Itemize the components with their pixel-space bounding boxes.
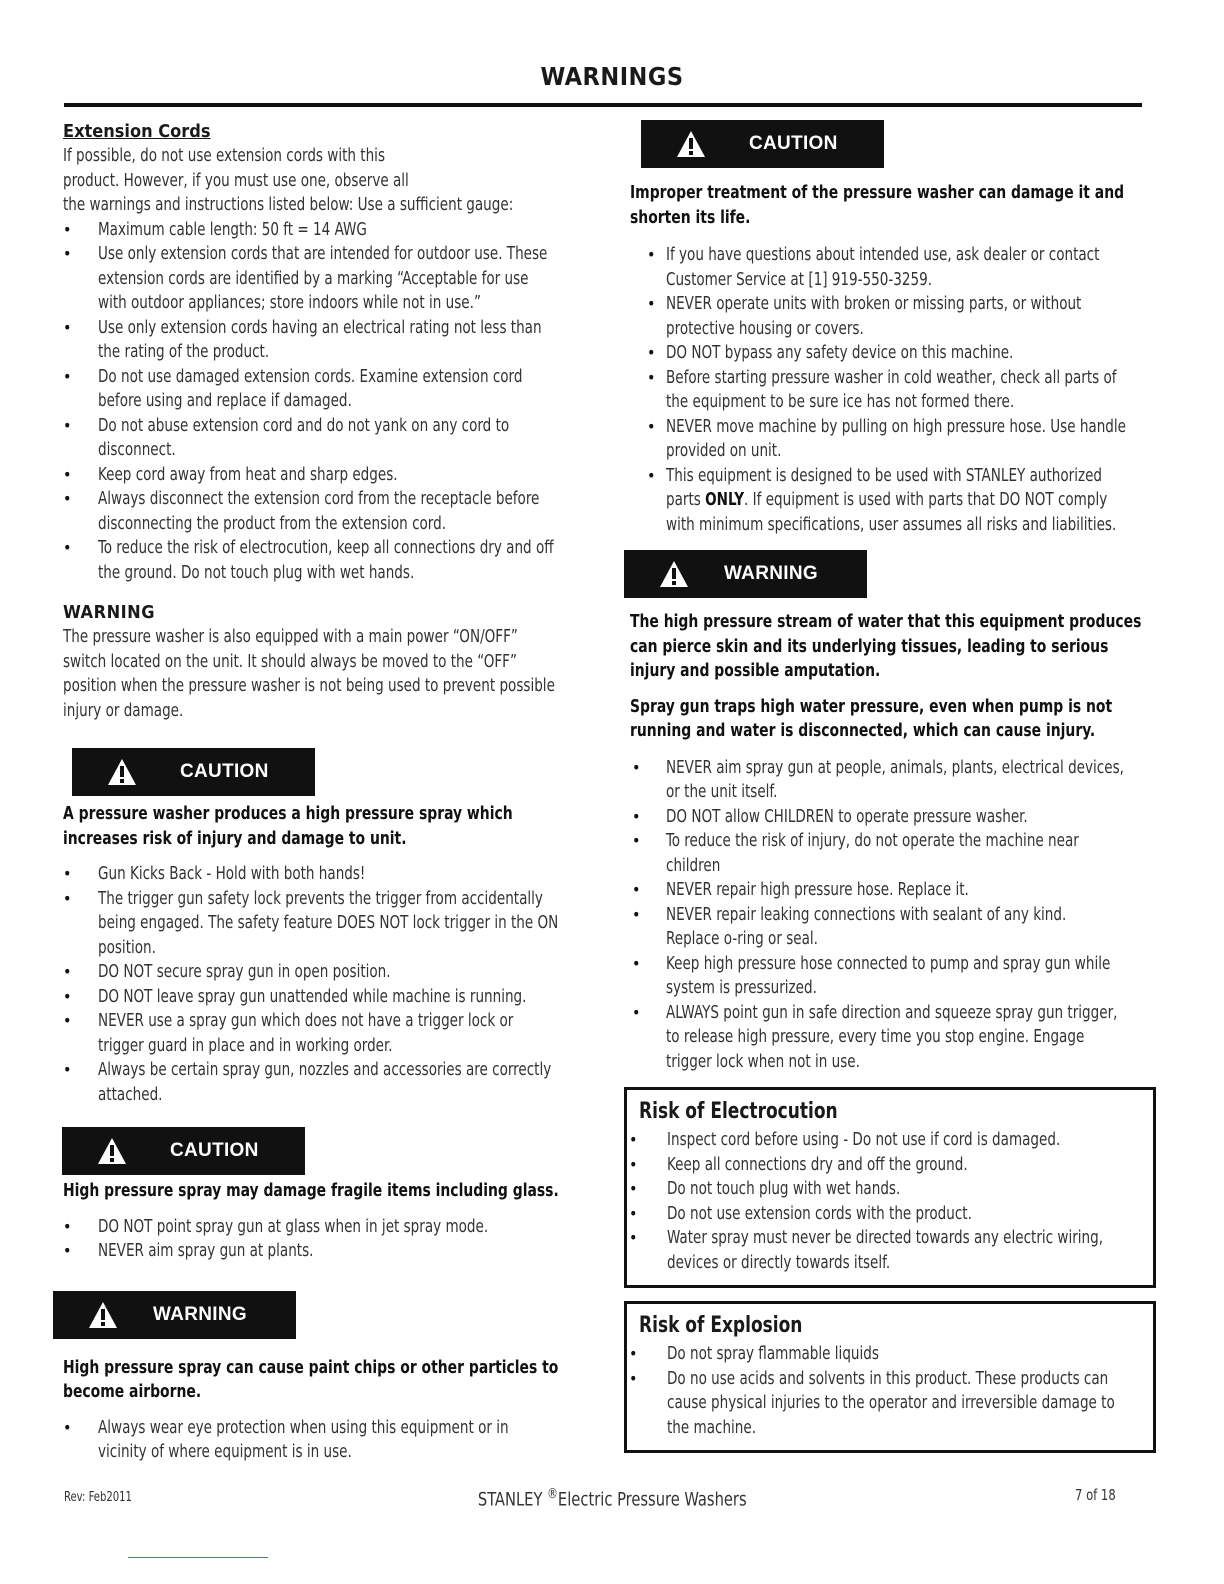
page-title: WARNINGS (540, 62, 684, 91)
list-item (639, 1153, 1141, 1178)
list-item (624, 952, 1164, 1001)
list-item (63, 463, 593, 488)
text-line: to release high pressure, every time you stop engine. Engage (666, 1027, 1085, 1047)
text-line: NEVER move machine by pulling on high pressure hose. Use handle (666, 416, 1126, 437)
footer-revision: Rev: Feb2011 (64, 1490, 132, 1505)
text-line: the equipment to be sure ice has not formed there. (666, 392, 1015, 412)
warning-stream-lead (630, 610, 1164, 684)
text-line: A pressure washer produces a high pressure spray which (63, 803, 513, 824)
text-line: Maximum cable length: 50 ft = 14 AWG (98, 219, 367, 240)
warning-triangle-icon (100, 748, 144, 796)
text-line: Customer Service at [1] 919-550-3259. (666, 269, 932, 290)
text-line: NEVER repair high pressure hose. Replace it. (666, 880, 969, 900)
list-item (624, 415, 1164, 464)
text-line: If possible, do not use extension cords with this (63, 146, 386, 166)
text-line: become airborne. (63, 1381, 202, 1402)
text-line: Do not abuse extension cord and do not yank on any cord to (98, 415, 510, 436)
text-line: can pierce skin and its underlying tissues, leading to serious (630, 635, 1109, 657)
text-line: devices or directly towards itself. (667, 1252, 891, 1273)
text-line: the rating of the product. (98, 342, 270, 362)
text-line: increases risk of injury and damage to unit. (63, 827, 407, 849)
caution-label: CAUTION (180, 761, 269, 782)
text-line: Before starting pressure washer in cold weather, check all parts of (666, 367, 1117, 388)
warning-stream-lead-2 (630, 695, 1164, 744)
list-item (63, 218, 593, 243)
right-column (624, 120, 1164, 1453)
text-line: product. However, if you must use one, observe all (63, 170, 409, 191)
text-line: system is pressurized. (666, 978, 817, 998)
text-line: parts ONLY. If equipment is used with parts that DO NOT comply (666, 490, 1108, 510)
list-item (624, 805, 1164, 830)
text-line: Do not spray flammable liquids (667, 1344, 879, 1364)
text-line: NEVER aim spray gun at people, animals, plants, electrical devices, (666, 757, 1124, 778)
text-line: trigger lock when not in use. (666, 1051, 860, 1072)
text-line: This equipment is designed to be used with STANLEY authorized (666, 465, 1103, 486)
warning-triangle-icon (81, 1291, 125, 1339)
power-warning-text (63, 625, 593, 723)
text-line: Use only extension cords that are intended for outdoor use. These (98, 244, 548, 264)
footer-product: Electric Pressure Washers (557, 1488, 747, 1511)
list-item (624, 292, 1164, 341)
caution-label: CAUTION (749, 133, 838, 154)
text-line: Improper treatment of the pressure washer can damage it and (630, 182, 1125, 203)
text-line: Do no use acids and solvents in this product. These products can (667, 1368, 1109, 1389)
text-line: Use only extension cords having an electrical rating not less than (98, 317, 542, 338)
list-item (63, 887, 593, 961)
text-line: To reduce the risk of electrocution, keep all connections dry and off (98, 538, 554, 558)
text-line: Inspect cord before using - Do not use if cord is damaged. (667, 1130, 1061, 1150)
list-item (63, 242, 593, 316)
electrocution-title: Risk of Electrocution (639, 1099, 838, 1124)
caution-badge-glass (62, 1127, 305, 1175)
list-item (624, 756, 1164, 805)
text-line: DO NOT point spray gun at glass when in jet spray mode. (98, 1216, 489, 1237)
explosion-box (624, 1301, 1156, 1453)
footer-brand: STANLEY (477, 1488, 543, 1511)
text-line: High pressure spray may damage fragile items including glass. (63, 1180, 559, 1201)
warning-badge-stream (624, 550, 867, 598)
electrocution-box (624, 1087, 1156, 1288)
footer-title (0, 1486, 1224, 1510)
text-line: NEVER repair leaking connections with sealant of any kind. (666, 904, 1067, 925)
text-line: disconnect. (98, 440, 176, 460)
text-line: trigger guard in place and in working order. (98, 1035, 393, 1056)
list-item (624, 1001, 1164, 1075)
list-item (63, 1215, 593, 1240)
list-item (624, 366, 1164, 415)
warning-label: WARNING (724, 563, 818, 584)
extension-cords-list (63, 218, 593, 586)
text-line: DO NOT bypass any safety device on this machine. (666, 343, 1014, 363)
footer-page-number: 7 of 18 (1075, 1486, 1116, 1504)
text-line: The pressure washer is also equipped with a main power “ON/OFF” (63, 627, 518, 647)
list-item (624, 464, 1164, 538)
warning-badge-chips (53, 1291, 296, 1339)
text-line: injury and possible amputation. (630, 660, 881, 681)
text-line: children (666, 855, 721, 876)
text-line: being engaged. The safety feature DOES NOT lock trigger in the ON (98, 913, 559, 933)
list-item (63, 487, 593, 536)
warning-triangle-icon (669, 120, 713, 168)
text-line: injury or damage. (63, 700, 184, 721)
text-line: ALWAYS point gun in safe direction and squeeze spray gun trigger, (666, 1002, 1118, 1023)
text-line: Do not use extension cords with the product. (667, 1203, 972, 1224)
electrocution-list (639, 1128, 1141, 1275)
text-line: Spray gun traps high water pressure, even when pump is not (630, 695, 1113, 717)
text-line: position. (98, 937, 156, 958)
text-line: or the unit itself. (666, 782, 778, 802)
text-line: position when the pressure washer is not being used to prevent possible (63, 676, 555, 696)
caution-label: CAUTION (170, 1140, 259, 1161)
caution-glass-lead (63, 1179, 593, 1204)
text-line: Water spray must never be directed towards any electric wiring, (667, 1228, 1104, 1248)
list-item (63, 960, 593, 985)
caution-badge (72, 748, 315, 796)
text-line: DO NOT leave spray gun unattended while machine is running. (98, 986, 527, 1007)
text-line: The trigger gun safety lock prevents the trigger from accidentally (98, 888, 543, 909)
text-line: attached. (98, 1084, 163, 1105)
text-line: with minimum specifications, user assumes all risks and liabilities. (666, 514, 1117, 535)
warning-triangle-icon (652, 550, 696, 598)
list-item (639, 1226, 1141, 1275)
text-line: Always disconnect the extension cord from the receptacle before (98, 489, 540, 509)
text-line: DO NOT allow CHILDREN to operate pressure washer. (666, 806, 1028, 827)
caution-treatment-lead (630, 181, 1164, 230)
text-line: vicinity of where equipment is in use. (98, 1442, 352, 1462)
text-line: Replace o-ring or seal. (666, 929, 818, 949)
list-item (63, 985, 593, 1010)
list-item (624, 878, 1164, 903)
list-item (63, 1058, 593, 1107)
list-item (63, 316, 593, 365)
text-line: protective housing or covers. (666, 318, 864, 339)
text-line: the machine. (667, 1417, 757, 1438)
text-line: NEVER aim spray gun at plants. (98, 1241, 314, 1261)
text-line: Always wear eye protection when using this equipment or in (98, 1417, 509, 1438)
warning-stream-list (624, 756, 1164, 1075)
text-line: switch located on the unit. It should always be moved to the “OFF” (63, 651, 517, 672)
text-line: extension cords are identified by a marking “Acceptable for use (98, 268, 529, 289)
caution-spray-lead (63, 802, 593, 851)
text-line: Gun Kicks Back - Hold with both hands! (98, 864, 366, 884)
text-line: NEVER use a spray gun which does not have a trigger lock or (98, 1011, 514, 1031)
list-item (63, 536, 593, 585)
warning-triangle-icon (90, 1127, 134, 1175)
text-line: shorten its life. (630, 206, 751, 228)
list-item (624, 243, 1164, 292)
text-line: To reduce the risk of injury, do not operate the machine near (666, 831, 1079, 851)
text-line: The high pressure stream of water that this equipment produces (630, 611, 1142, 632)
text-line: Keep cord away from heat and sharp edges. (98, 464, 398, 485)
text-line: before using and replace if damaged. (98, 391, 352, 411)
list-item (63, 862, 593, 887)
list-item (639, 1202, 1141, 1227)
list-item (639, 1367, 1141, 1441)
list-item (63, 414, 593, 463)
list-item (624, 341, 1164, 366)
caution-badge-treatment (641, 120, 884, 168)
text-line: cause physical injuries to the operator and irreversible damage to (667, 1393, 1115, 1413)
text-line: Do not use damaged extension cords. Examine extension cord (98, 366, 523, 387)
text-line: If you have questions about intended use, ask dealer or contact (666, 245, 1100, 265)
list-item (639, 1342, 1141, 1367)
list-item (63, 1416, 593, 1465)
text-line: disconnecting the product from the extension cord. (98, 513, 446, 534)
explosion-title: Risk of Explosion (639, 1313, 803, 1338)
caution-spray-list (63, 862, 593, 1107)
extension-cords-heading: Extension Cords (63, 121, 211, 142)
left-column (63, 120, 593, 1465)
caution-treatment-list (624, 243, 1164, 537)
list-item (63, 365, 593, 414)
text-line: NEVER operate units with broken or missing parts, or without (666, 294, 1082, 314)
text-line: Keep all connections dry and off the ground. (667, 1154, 968, 1175)
explosion-list (639, 1342, 1141, 1440)
list-item (624, 829, 1164, 878)
list-item (639, 1177, 1141, 1202)
extension-cords-intro (63, 144, 593, 218)
text-line: Keep high pressure hose connected to pump and spray gun while (666, 953, 1111, 974)
text-line: High pressure spray can cause paint chips or other particles to (63, 1356, 559, 1378)
list-item (63, 1009, 593, 1058)
list-item (639, 1128, 1141, 1153)
title-divider (64, 103, 1142, 107)
list-item (624, 903, 1164, 952)
text-line: DO NOT secure spray gun in open position. (98, 962, 391, 982)
warning-label: WARNING (153, 1303, 247, 1325)
registered-mark: ® (546, 1486, 558, 1502)
warning-chips-list (63, 1416, 593, 1465)
warning-chips-lead (63, 1356, 593, 1405)
caution-glass-list (63, 1215, 593, 1264)
text-line: Do not touch plug with wet hands. (667, 1179, 901, 1199)
text-line: provided on unit. (666, 441, 782, 461)
list-item (63, 1239, 593, 1264)
power-warning-heading: WARNING (63, 602, 155, 623)
text-line: Always be certain spray gun, nozzles and accessories are correctly (98, 1060, 552, 1080)
text-line: running and water is disconnected, which can cause injury. (630, 720, 1096, 741)
text-line: the ground. Do not touch plug with wet hands. (98, 562, 415, 583)
text-line: the warnings and instructions listed below: Use a sufficient gauge: (63, 195, 514, 215)
footer-link-rule (128, 1557, 268, 1558)
text-line: with outdoor appliances; store indoors while not in use.” (98, 293, 481, 313)
